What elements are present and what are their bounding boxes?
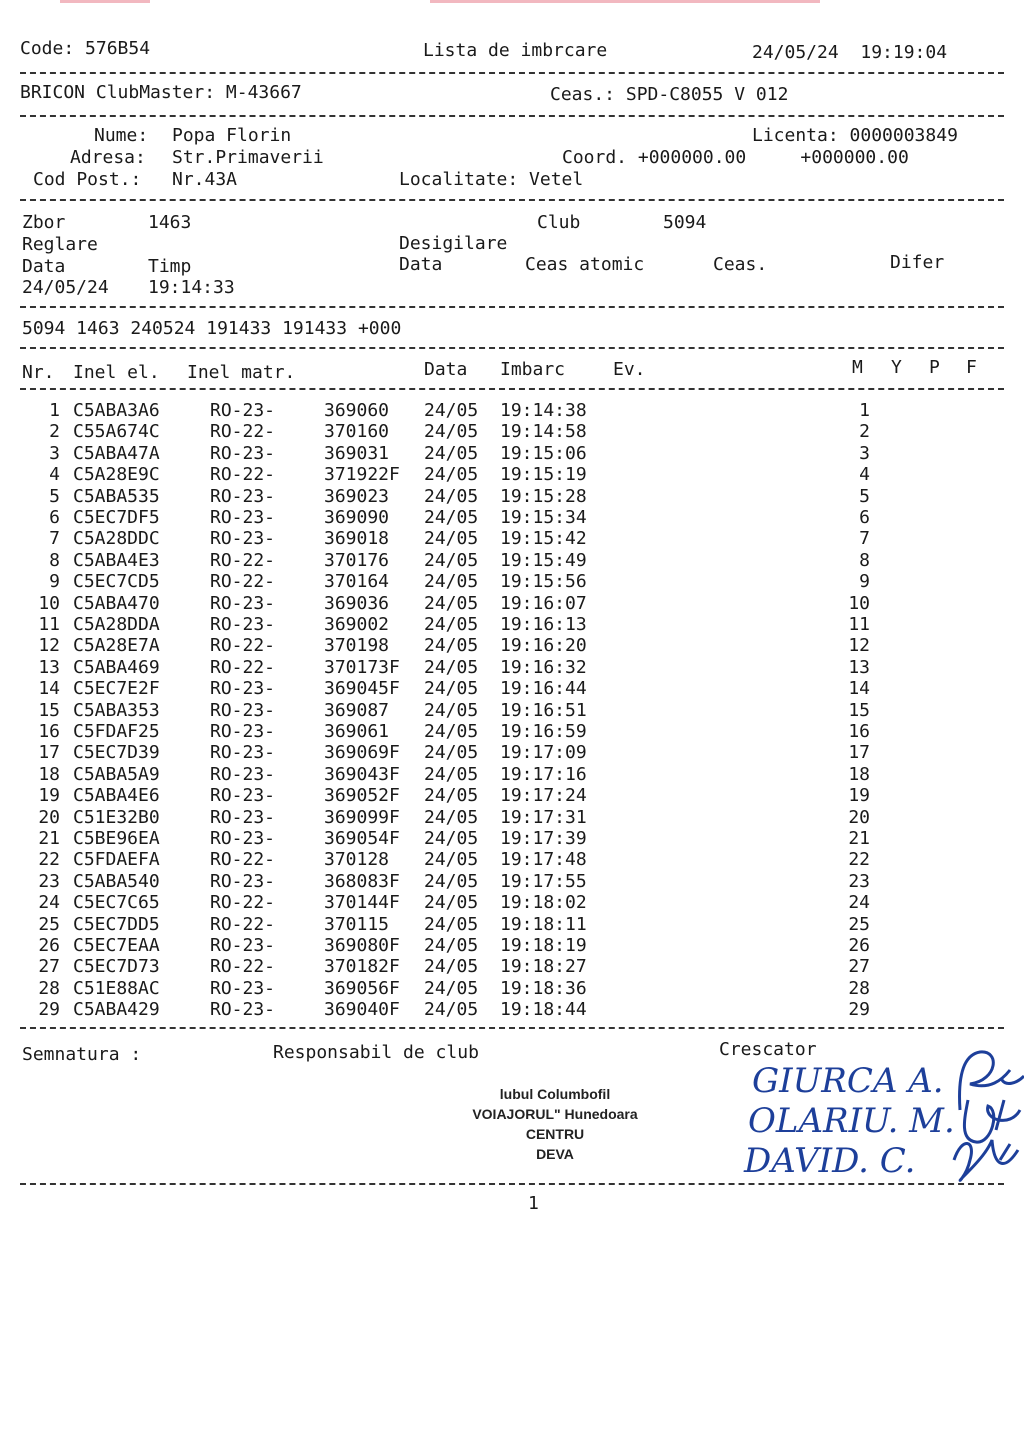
- row-number: 17: [38, 742, 60, 764]
- basket-date: 24/05: [424, 656, 479, 678]
- basket-time: 19:16:59: [500, 721, 587, 742]
- locality-text: Localitate: Vetel: [399, 169, 584, 190]
- zbor-value: 1463: [148, 212, 192, 233]
- basket-time: 19:16:44: [500, 678, 587, 700]
- ring-number: 370176: [324, 549, 390, 571]
- order-m: 29: [848, 999, 870, 1021]
- stamp-line: DEVA: [536, 1146, 574, 1162]
- table-row: [0, 443, 1024, 464]
- ceas-atomic-label: Ceas atomic: [525, 254, 645, 275]
- ring-prefix: RO-23-: [210, 785, 276, 807]
- ring-prefix: RO-23-: [210, 528, 276, 550]
- basket-time: 19:15:19: [500, 464, 587, 486]
- ring-prefix: RO-23-: [210, 828, 276, 849]
- ring-number: 369018: [324, 528, 390, 550]
- row-number: 1: [49, 400, 60, 421]
- basket-date: 24/05: [424, 400, 479, 421]
- ring-number: 370198: [324, 635, 390, 657]
- basket-date: 24/05: [424, 977, 479, 999]
- ring-electronic: C5ABA4E3: [73, 549, 160, 571]
- table-row: [0, 807, 1024, 828]
- order-m: 26: [848, 935, 870, 956]
- stamp-line: lubul Columbofil: [499, 1086, 611, 1102]
- table-row: [0, 614, 1024, 635]
- basket-time: 19:14:58: [500, 421, 587, 443]
- ring-number: 369052F: [324, 785, 400, 807]
- basket-time: 19:15:56: [500, 571, 587, 593]
- divider: [20, 388, 1004, 390]
- row-number: 22: [38, 849, 60, 871]
- difer-label: Difer: [890, 252, 945, 273]
- license-text: Licenta: 0000003849: [752, 125, 958, 146]
- ring-prefix: RO-23-: [210, 870, 276, 892]
- row-number: 20: [38, 806, 60, 828]
- row-number: 15: [38, 699, 60, 721]
- row-number: 5: [49, 485, 60, 507]
- ring-number: 370173F: [324, 656, 400, 678]
- ring-electronic: C5ABA540: [73, 870, 160, 892]
- ring-electronic: C5ABA470: [73, 592, 160, 614]
- order-m: 5: [859, 485, 870, 507]
- ring-electronic: C5EC7D73: [73, 956, 160, 978]
- ring-electronic: C5ABA47A: [73, 442, 160, 464]
- table-row: [0, 657, 1024, 678]
- handwritten-name: GIURCA A.: [752, 1061, 944, 1101]
- table-row: [0, 721, 1024, 742]
- order-m: 20: [848, 806, 870, 828]
- reglare-date: 24/05/24: [22, 277, 109, 298]
- order-m: 8: [859, 549, 870, 571]
- row-number: 4: [49, 464, 60, 486]
- basket-date: 24/05: [424, 828, 479, 849]
- desigilare-label: Desigilare: [399, 233, 508, 254]
- ring-prefix: RO-23-: [210, 485, 276, 507]
- ring-number: 370182F: [324, 956, 400, 978]
- order-m: 25: [848, 913, 870, 935]
- order-m: 21: [848, 828, 870, 849]
- row-number: 16: [38, 721, 60, 742]
- col-y: Y: [891, 357, 902, 378]
- code-text: Code: 576B54: [20, 38, 151, 59]
- ring-prefix: RO-22-: [210, 635, 276, 657]
- page-number: 1: [528, 1193, 539, 1214]
- ring-prefix: RO-22-: [210, 549, 276, 571]
- table-row: [0, 828, 1024, 849]
- table-row: [0, 871, 1024, 892]
- basket-date: 24/05: [424, 913, 479, 935]
- stamp-line: CENTRU: [525, 1126, 585, 1142]
- order-m: 6: [859, 507, 870, 528]
- timp-label: Timp: [148, 256, 192, 277]
- order-m: 2: [859, 421, 870, 443]
- ring-electronic: C5EC7CD5: [73, 571, 160, 593]
- ring-electronic: C5ABA5A9: [73, 763, 160, 785]
- order-m: 1: [859, 400, 870, 421]
- basket-time: 19:18:27: [500, 956, 587, 978]
- handwritten-name: OLARIU. M.: [748, 1101, 955, 1141]
- table-row: [0, 571, 1024, 592]
- basket-date: 24/05: [424, 421, 479, 443]
- ring-prefix: RO-22-: [210, 656, 276, 678]
- ring-number: 370115: [324, 913, 390, 935]
- table-row: [0, 550, 1024, 571]
- col-nr: Nr.: [22, 362, 55, 383]
- order-m: 15: [848, 699, 870, 721]
- ring-electronic: C5EC7C65: [73, 892, 160, 914]
- summary-line: 5094 1463 240524 191433 191433 +000: [22, 318, 402, 339]
- ring-electronic: C5BE96EA: [73, 828, 160, 849]
- basket-date: 24/05: [424, 678, 479, 700]
- order-m: 7: [859, 528, 870, 550]
- table-row: [0, 528, 1024, 549]
- col-inel-el: Inel el.: [73, 362, 160, 383]
- ring-number: 369069F: [324, 742, 400, 764]
- handwritten-signature: [940, 1040, 1024, 1190]
- order-m: 24: [848, 892, 870, 914]
- basket-time: 19:15:49: [500, 549, 587, 571]
- basket-time: 19:15:42: [500, 528, 587, 550]
- postal-label: Cod Post.:: [33, 169, 142, 190]
- ring-number: 368083F: [324, 870, 400, 892]
- ring-prefix: RO-22-: [210, 892, 276, 914]
- ring-electronic: C5FDAEFA: [73, 849, 160, 871]
- divider: [20, 1183, 1004, 1185]
- basket-date: 24/05: [424, 699, 479, 721]
- basket-time: 19:18:36: [500, 977, 587, 999]
- top-edge-mark: [430, 0, 820, 3]
- row-number: 10: [38, 592, 60, 614]
- row-number: 23: [38, 870, 60, 892]
- row-number: 8: [49, 549, 60, 571]
- basket-date: 24/05: [424, 592, 479, 614]
- handwritten-name: DAVID. C.: [744, 1141, 916, 1181]
- basket-time: 19:16:20: [500, 635, 587, 657]
- ring-number: 369054F: [324, 828, 400, 849]
- col-f: F: [966, 357, 977, 378]
- ring-prefix: RO-23-: [210, 699, 276, 721]
- order-m: 13: [848, 656, 870, 678]
- ring-electronic: C5EC7DF5: [73, 507, 160, 528]
- ring-electronic: C5ABA469: [73, 656, 160, 678]
- ring-number: 369099F: [324, 806, 400, 828]
- table-row: [0, 635, 1024, 656]
- table-row: [0, 785, 1024, 806]
- ring-prefix: RO-23-: [210, 742, 276, 764]
- row-number: 27: [38, 956, 60, 978]
- col-m: M: [852, 357, 863, 378]
- table-row: [0, 400, 1024, 421]
- basket-time: 19:16:32: [500, 656, 587, 678]
- ring-prefix: RO-22-: [210, 421, 276, 443]
- table-row: [0, 700, 1024, 721]
- ring-electronic: C5FDAF25: [73, 721, 160, 742]
- basket-time: 19:16:13: [500, 614, 587, 635]
- divider: [20, 306, 1004, 308]
- ring-prefix: RO-22-: [210, 956, 276, 978]
- order-m: 4: [859, 464, 870, 486]
- basket-date: 24/05: [424, 785, 479, 807]
- basket-date: 24/05: [424, 464, 479, 486]
- coordinates-text: Coord. +000000.00 +000000.00: [562, 147, 909, 168]
- row-number: 3: [49, 442, 60, 464]
- order-m: 9: [859, 571, 870, 593]
- row-number: 25: [38, 913, 60, 935]
- reglare-time: 19:14:33: [148, 277, 235, 298]
- ring-number: 370160: [324, 421, 390, 443]
- basket-time: 19:17:31: [500, 806, 587, 828]
- ring-number: 371922F: [324, 464, 400, 486]
- owner-postal: Nr.43A: [172, 169, 238, 190]
- basket-time: 19:17:39: [500, 828, 587, 849]
- ring-electronic: C55A674C: [73, 421, 160, 443]
- data-label: Data: [22, 256, 66, 277]
- basket-date: 24/05: [424, 956, 479, 978]
- clock-id: Ceas.: SPD-C8055 V 012: [550, 84, 789, 105]
- basket-date: 24/05: [424, 721, 479, 742]
- document-title: Lista de imbrcare: [423, 40, 608, 61]
- basket-time: 19:14:38: [500, 400, 587, 421]
- ring-number: 370144F: [324, 892, 400, 914]
- ring-prefix: RO-23-: [210, 721, 276, 742]
- ring-number: 370164: [324, 571, 390, 593]
- order-m: 16: [848, 721, 870, 742]
- table-row: [0, 593, 1024, 614]
- table-row: [0, 914, 1024, 935]
- club-label: Club: [537, 212, 581, 233]
- ring-prefix: RO-23-: [210, 977, 276, 999]
- ring-number: 369002: [324, 614, 390, 635]
- table-row: [0, 935, 1024, 956]
- divider: [20, 72, 1004, 74]
- ring-prefix: RO-23-: [210, 678, 276, 700]
- ring-prefix: RO-23-: [210, 592, 276, 614]
- ring-electronic: C5ABA3A6: [73, 400, 160, 421]
- name-label: Nume:: [94, 125, 149, 146]
- row-number: 7: [49, 528, 60, 550]
- col-p: P: [929, 357, 940, 378]
- ring-prefix: RO-23-: [210, 614, 276, 635]
- row-number: 28: [38, 977, 60, 999]
- basket-time: 19:17:48: [500, 849, 587, 871]
- basket-time: 19:15:28: [500, 485, 587, 507]
- ring-prefix: RO-23-: [210, 999, 276, 1021]
- ring-electronic: C51E32B0: [73, 806, 160, 828]
- ring-electronic: C5EC7E2F: [73, 678, 160, 700]
- ring-number: 369036: [324, 592, 390, 614]
- basket-date: 24/05: [424, 485, 479, 507]
- ring-electronic: C51E88AC: [73, 977, 160, 999]
- col-imbarc: Imbarc: [500, 359, 566, 380]
- order-m: 22: [848, 849, 870, 871]
- table-row: [0, 421, 1024, 442]
- ring-prefix: RO-22-: [210, 464, 276, 486]
- ring-number: 369040F: [324, 999, 400, 1021]
- order-m: 28: [848, 977, 870, 999]
- top-edge-mark: [60, 0, 150, 3]
- table-row: [0, 978, 1024, 999]
- club-stamp: [440, 1084, 670, 1164]
- address-label: Adresa:: [70, 147, 146, 168]
- order-m: 27: [848, 956, 870, 978]
- ring-electronic: C5EC7D39: [73, 742, 160, 764]
- order-m: 19: [848, 785, 870, 807]
- basket-date: 24/05: [424, 806, 479, 828]
- ring-prefix: RO-23-: [210, 400, 276, 421]
- divider: [20, 347, 1004, 349]
- basket-time: 19:18:44: [500, 999, 587, 1021]
- table-row: [0, 892, 1024, 913]
- col-inel-matr: Inel matr.: [187, 362, 296, 383]
- basket-time: 19:18:02: [500, 892, 587, 914]
- zbor-label: Zbor: [22, 212, 66, 233]
- ring-prefix: RO-23-: [210, 763, 276, 785]
- ring-electronic: C5A28DDA: [73, 614, 160, 635]
- basket-time: 19:15:34: [500, 507, 587, 528]
- ring-prefix: RO-22-: [210, 913, 276, 935]
- basket-date: 24/05: [424, 571, 479, 593]
- row-number: 14: [38, 678, 60, 700]
- ring-electronic: C5ABA429: [73, 999, 160, 1021]
- row-number: 29: [38, 999, 60, 1021]
- col-ev: Ev.: [613, 359, 646, 380]
- col-data: Data: [424, 359, 468, 380]
- reglare-label: Reglare: [22, 234, 98, 255]
- order-m: 3: [859, 442, 870, 464]
- basket-time: 19:16:51: [500, 699, 587, 721]
- table-row: [0, 956, 1024, 977]
- table-row: [0, 999, 1024, 1020]
- order-m: 14: [848, 678, 870, 700]
- basket-date: 24/05: [424, 742, 479, 764]
- order-m: 17: [848, 742, 870, 764]
- print-datetime: 24/05/24 19:19:04: [752, 42, 948, 63]
- ring-electronic: C5A28E9C: [73, 464, 160, 486]
- ring-number: 369061: [324, 721, 390, 742]
- row-number: 11: [38, 614, 60, 635]
- ring-electronic: C5A28E7A: [73, 635, 160, 657]
- divider: [20, 1027, 1004, 1029]
- divider: [20, 199, 1004, 201]
- basket-date: 24/05: [424, 763, 479, 785]
- ring-electronic: C5EC7DD5: [73, 913, 160, 935]
- row-number: 24: [38, 892, 60, 914]
- table-row: [0, 464, 1024, 485]
- row-number: 13: [38, 656, 60, 678]
- row-number: 2: [49, 421, 60, 443]
- ring-electronic: C5A28DDC: [73, 528, 160, 550]
- ring-number: 369023: [324, 485, 390, 507]
- ring-electronic: C5ABA4E6: [73, 785, 160, 807]
- basket-time: 19:17:24: [500, 785, 587, 807]
- row-number: 18: [38, 763, 60, 785]
- order-m: 23: [848, 870, 870, 892]
- basket-time: 19:16:07: [500, 592, 587, 614]
- basket-time: 19:18:19: [500, 935, 587, 956]
- breeder-label: Crescator: [719, 1039, 817, 1060]
- row-number: 6: [49, 507, 60, 528]
- basket-date: 24/05: [424, 614, 479, 635]
- row-number: 19: [38, 785, 60, 807]
- basket-date: 24/05: [424, 549, 479, 571]
- order-m: 12: [848, 635, 870, 657]
- stamp-line: VOIAJORUL" Hunedoara: [472, 1106, 638, 1122]
- ring-number: 369080F: [324, 935, 400, 956]
- ring-number: 370128: [324, 849, 390, 871]
- row-number: 12: [38, 635, 60, 657]
- basket-date: 24/05: [424, 999, 479, 1021]
- ring-number: 369060: [324, 400, 390, 421]
- ring-number: 369056F: [324, 977, 400, 999]
- basket-date: 24/05: [424, 442, 479, 464]
- basket-time: 19:17:09: [500, 742, 587, 764]
- ring-prefix: RO-22-: [210, 571, 276, 593]
- ceas-label: Ceas.: [713, 254, 768, 275]
- owner-name: Popa Florin: [172, 125, 292, 146]
- divider: [20, 115, 1004, 117]
- ring-prefix: RO-23-: [210, 442, 276, 464]
- signature-label: Semnatura :: [22, 1044, 142, 1065]
- basket-date: 24/05: [424, 892, 479, 914]
- ring-prefix: RO-23-: [210, 935, 276, 956]
- data2-label: Data: [399, 254, 443, 275]
- ring-prefix: RO-23-: [210, 507, 276, 528]
- ring-electronic: C5ABA353: [73, 699, 160, 721]
- basket-date: 24/05: [424, 528, 479, 550]
- basket-date: 24/05: [424, 507, 479, 528]
- owner-address: Str.Primaverii: [172, 147, 324, 168]
- ring-electronic: C5EC7EAA: [73, 935, 160, 956]
- basket-time: 19:17:55: [500, 870, 587, 892]
- basket-time: 19:15:06: [500, 442, 587, 464]
- row-number: 9: [49, 571, 60, 593]
- club-responsible-label: Responsabil de club: [273, 1042, 479, 1063]
- table-row: [0, 678, 1024, 699]
- table-row: [0, 742, 1024, 763]
- order-m: 18: [848, 763, 870, 785]
- table-row: [0, 764, 1024, 785]
- table-row: [0, 849, 1024, 870]
- ring-electronic: C5ABA535: [73, 485, 160, 507]
- basket-date: 24/05: [424, 935, 479, 956]
- order-m: 11: [848, 614, 870, 635]
- basket-time: 19:18:11: [500, 913, 587, 935]
- club-value: 5094: [663, 212, 707, 233]
- basket-date: 24/05: [424, 870, 479, 892]
- table-row: [0, 507, 1024, 528]
- ring-number: 369031: [324, 442, 390, 464]
- ring-number: 369045F: [324, 678, 400, 700]
- ring-prefix: RO-22-: [210, 849, 276, 871]
- ring-prefix: RO-23-: [210, 806, 276, 828]
- order-m: 10: [848, 592, 870, 614]
- device-id: BRICON ClubMaster: M-43667: [20, 82, 302, 103]
- ring-number: 369087: [324, 699, 390, 721]
- row-number: 26: [38, 935, 60, 956]
- ring-number: 369043F: [324, 763, 400, 785]
- basket-date: 24/05: [424, 635, 479, 657]
- row-number: 21: [38, 828, 60, 849]
- ring-number: 369090: [324, 507, 390, 528]
- basket-date: 24/05: [424, 849, 479, 871]
- table-row: [0, 486, 1024, 507]
- basket-time: 19:17:16: [500, 763, 587, 785]
